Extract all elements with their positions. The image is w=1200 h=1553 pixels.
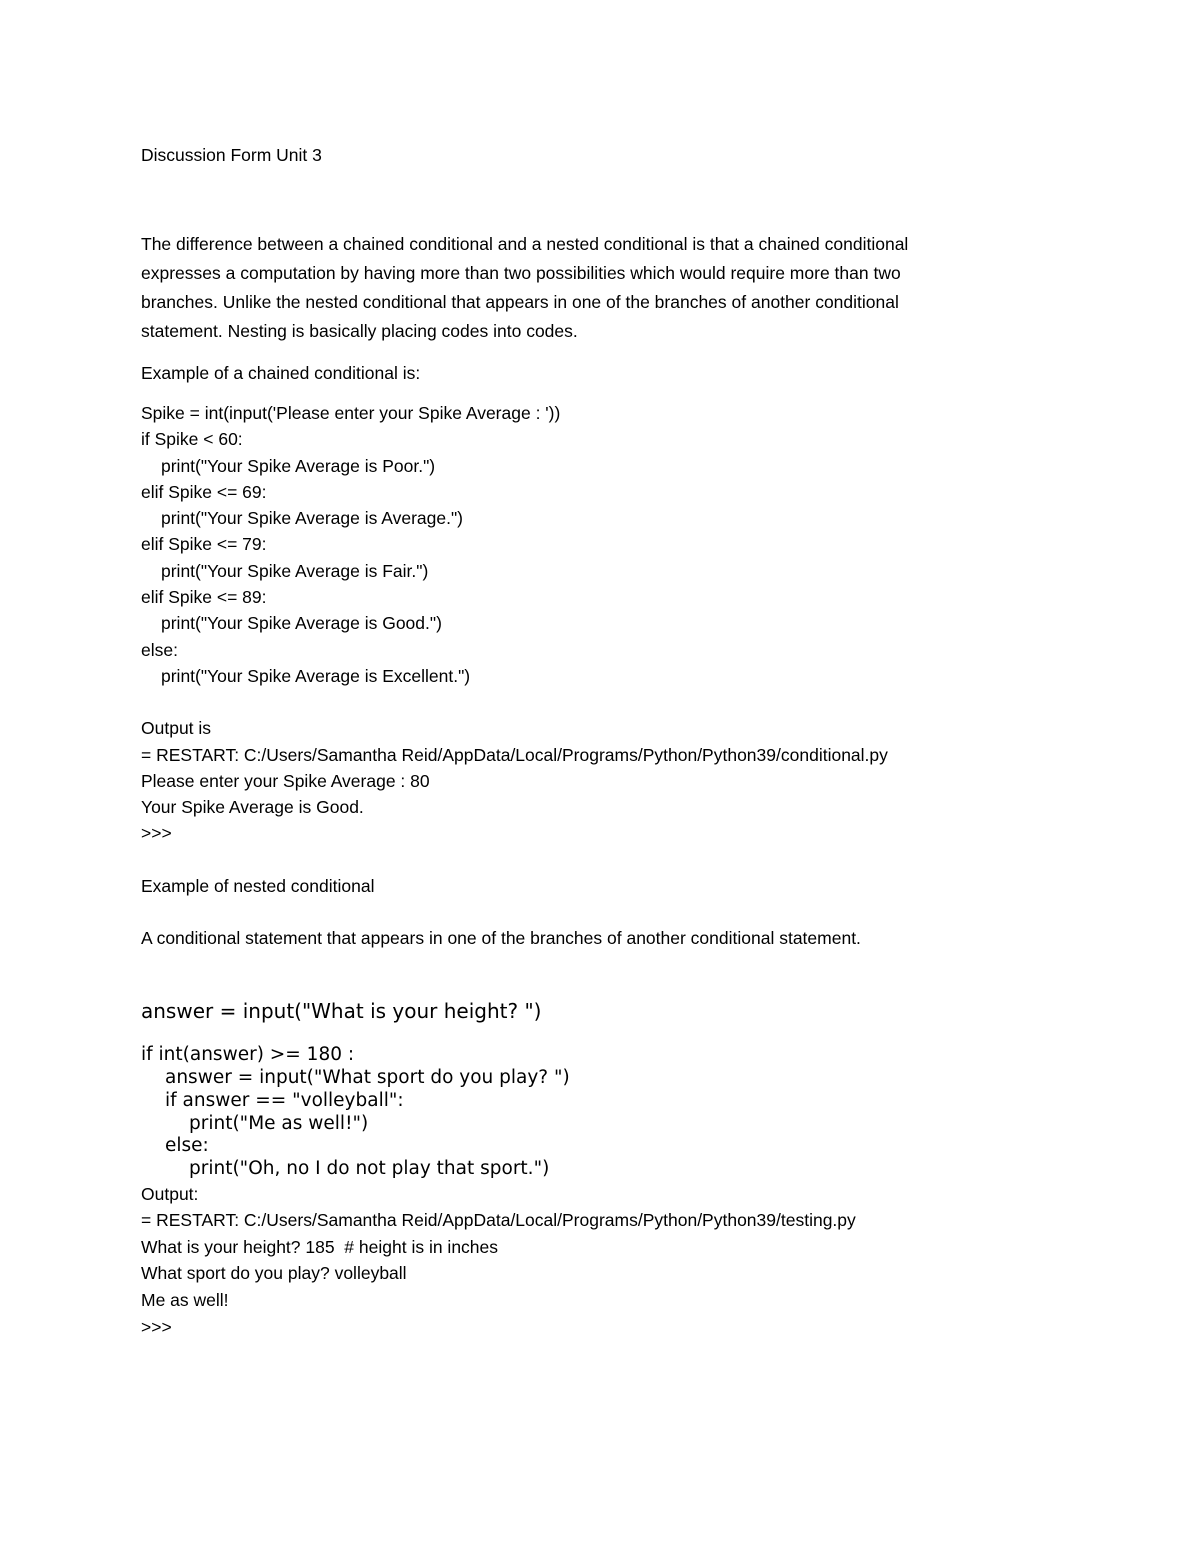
intro-paragraph [141, 230, 1041, 346]
code-line: print("Me as well!") [189, 1112, 369, 1134]
output-line: What sport do you play? volleyball [141, 1263, 407, 1284]
chained-code-block [141, 400, 1041, 689]
code-line: Spike = int(input('Please enter your Spike Average : ')) [141, 403, 561, 423]
output-line: >>> [141, 1316, 172, 1337]
output-line: Output is [141, 718, 212, 739]
output-line: Please enter your Spike Average : 80 [141, 770, 430, 791]
spacer [141, 952, 1041, 1000]
spacer [141, 1022, 1041, 1044]
intro-line: The difference between a chained conditional and a nested conditional is that a chained conditional [141, 233, 909, 254]
output-line: Me as well! [141, 1289, 229, 1310]
code-line: print("Your Spike Average is Good.") [161, 613, 442, 634]
output-line: What is your height? 185 # height is in inches [141, 1236, 499, 1257]
output-line: Your Spike Average is Good. [141, 797, 364, 818]
code-line: print("Your Spike Average is Fair.") [161, 560, 429, 581]
output-line: >>> [141, 823, 172, 844]
output-line: Output: [141, 1183, 199, 1204]
intro-line: branches. Unlike the nested conditional that appears in one of the branches of another conditional [141, 291, 899, 312]
code-line: if int(answer) >= 180 : [141, 1044, 355, 1066]
spacer [141, 847, 1041, 873]
document-body [141, 142, 1041, 1340]
code-line: print("Oh, no I do not play that sport.") [189, 1157, 550, 1179]
code-line: answer = input("What is your height? ") [141, 998, 542, 1023]
code-line: else: [141, 639, 178, 660]
output-line: = RESTART: C:/Users/Samantha Reid/AppData/Local/Programs/Python/Python39/testing.py [141, 1210, 856, 1231]
code-line: elif Spike <= 69: [141, 481, 267, 502]
code-line: elif Spike <= 79: [141, 534, 267, 555]
document-title: Discussion Form Unit 3 [141, 145, 322, 165]
chained-heading: Example of a chained conditional is: [141, 362, 421, 383]
output-line: = RESTART: C:/Users/Samantha Reid/AppData/Local/Programs/Python/Python39/conditional.py [141, 744, 888, 765]
spacer [141, 689, 1041, 715]
nested-output-block [141, 1181, 1041, 1341]
nested-heading: Example of nested conditional [141, 875, 375, 896]
code-line: print("Your Spike Average is Poor.") [161, 455, 436, 476]
code-line: print("Your Spike Average is Excellent.") [161, 665, 471, 686]
code-line: answer = input("What sport do you play? ") [165, 1067, 570, 1089]
code-line: elif Spike <= 89: [141, 587, 267, 608]
intro-line: statement. Nesting is basically placing codes into codes. [141, 320, 578, 341]
nested-definition: A conditional statement that appears in one of the branches of another conditional statement. [141, 928, 861, 949]
intro-line: expresses a computation by having more than two possibilities which would require more than two [141, 262, 901, 283]
code-line: print("Your Spike Average is Average.") [161, 508, 464, 529]
nested-code-block [141, 1000, 1041, 1181]
spacer [141, 386, 1041, 400]
chained-output-block [141, 715, 1041, 846]
code-line: else: [165, 1135, 209, 1157]
spacer [141, 899, 1041, 925]
spacer [141, 346, 1041, 360]
code-line: if answer == "volleyball": [165, 1089, 404, 1111]
code-line: if Spike < 60: [141, 429, 243, 450]
